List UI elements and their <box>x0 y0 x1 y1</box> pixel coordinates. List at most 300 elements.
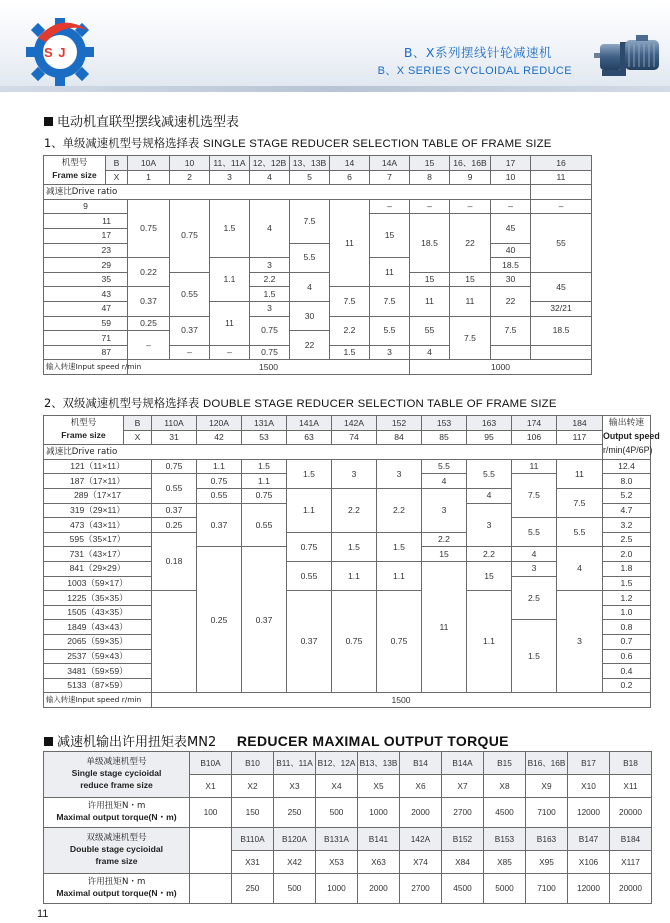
t3-sx-8: X8 <box>484 775 526 798</box>
frame-b-3: 11、11A <box>210 156 250 171</box>
cell-1c: 0.37 <box>128 287 170 316</box>
cell-9f: 7.5 <box>491 316 531 345</box>
c2-f3: 1.5 <box>377 532 422 561</box>
header-title-cn: B、X系列摆线针轮减速机 <box>403 45 552 60</box>
table2-caption <box>44 395 557 411</box>
speed2-1849: 0.8 <box>603 620 651 635</box>
frame2-b-4: 141A <box>287 416 332 431</box>
speed2-1505: 1.0 <box>603 605 651 620</box>
frame2-x-10: 117 <box>557 430 603 445</box>
ratio2-5133: 5133（87×59） <box>44 678 152 693</box>
speed2-1003: 1.5 <box>603 576 651 591</box>
drive-ratio-header: 减速比Drive ratio <box>44 185 531 200</box>
ratio2-2065: 2065（59×35） <box>44 634 152 649</box>
frame2-x-6: 84 <box>377 430 422 445</box>
cell-5d: 3 <box>250 301 290 316</box>
c2-d1: 1.5 <box>287 459 332 488</box>
c2-h4: 2.2 <box>467 547 512 562</box>
frame2-b-6: 152 <box>377 416 422 431</box>
t3-sb-9: B16、16B <box>526 752 568 775</box>
t3-sx-2: X2 <box>232 775 274 798</box>
ratio2-731: 731（43×17） <box>44 547 152 562</box>
cell-2a: 0.75 <box>170 199 210 272</box>
c2-e1: 3 <box>332 459 377 488</box>
cell-4b: 3 <box>250 258 290 273</box>
ratio-87: 87 <box>44 345 128 360</box>
speed2-289: 5.2 <box>603 488 651 503</box>
frame-size-header: 机型号 Frame size <box>44 156 106 185</box>
table1-caption <box>44 135 552 151</box>
c2-c3: 0.75 <box>242 488 287 503</box>
output-speed-header-2: 输出转速 Output speed r/min(4P/6P) <box>603 416 651 460</box>
speed2-731: 2.0 <box>603 547 651 562</box>
c2-a2: 0.55 <box>152 474 197 503</box>
c2-j4: 4 <box>557 547 603 591</box>
frame2-x-1: 31 <box>152 430 197 445</box>
section-title-text: 电动机直联型摆线减速机选型表 <box>57 115 240 130</box>
ratio-29: 29 <box>44 258 128 273</box>
t3-st-11: 20000 <box>610 798 652 828</box>
t3-dt-8: 7100 <box>526 874 568 904</box>
t3-sb-6: B14 <box>400 752 442 775</box>
drive-ratio-header-2: 减速比Drive ratio <box>44 445 603 460</box>
speed2-1225: 1.2 <box>603 591 651 606</box>
double-stage-label: 双级减速机型号 Double stage cycioidal frame size <box>44 828 190 874</box>
frame-x-3: 3 <box>210 170 250 185</box>
cell-9b: 22 <box>450 214 491 272</box>
t3-dx-8: X95 <box>526 851 568 874</box>
cell-5c: 4 <box>290 272 330 301</box>
frame-x-4: 4 <box>250 170 290 185</box>
c2-b4: 0.37 <box>197 503 242 547</box>
c2-g5: 15 <box>422 547 467 562</box>
t3-sx-6: X6 <box>400 775 442 798</box>
frame2-b-8: 163 <box>467 416 512 431</box>
ratio2-121: 121（11×11） <box>44 459 152 474</box>
c2-b5: 0.25 <box>197 547 242 693</box>
t3-sx-9: X9 <box>526 775 568 798</box>
c2-f5: 0.75 <box>377 591 422 693</box>
frame2-b-9: 174 <box>512 416 557 431</box>
speed2-319: 4.7 <box>603 503 651 518</box>
frame-x-10: 10 <box>491 170 531 185</box>
c2-a1: 0.75 <box>152 459 197 474</box>
ratio2-319: 319（29×11） <box>44 503 152 518</box>
ratio2-1849: 1849（43×43） <box>44 620 152 635</box>
t3-dt-empty <box>190 874 232 904</box>
cell-2c: 0.37 <box>170 316 210 345</box>
reducer-motor-image <box>592 34 664 80</box>
cell-4d: 1.5 <box>250 287 290 302</box>
section3-title-en: REDUCER MAXIMAL OUTPUT TORQUE <box>236 733 509 749</box>
frame2-b-7: 153 <box>422 416 467 431</box>
c2-g1: 5.5 <box>422 459 467 474</box>
ratio2-841: 841（29×29） <box>44 561 152 576</box>
cell-5b: 5.5 <box>290 243 330 272</box>
cell-10c: 40 <box>491 243 531 258</box>
c2-b1: 1.1 <box>197 459 242 474</box>
cell-9-87 <box>491 345 531 360</box>
cell-8c: 15 <box>410 272 450 287</box>
cell-9a: – <box>450 199 491 214</box>
t3-sx-11: X11 <box>610 775 652 798</box>
c2-i6: 2.5 <box>512 576 557 620</box>
t3-sx-4: X4 <box>316 775 358 798</box>
cell-11c: 45 <box>531 272 592 301</box>
c2-f2: 2.2 <box>377 488 422 532</box>
cell-7a: – <box>370 199 410 214</box>
c2-e5: 0.75 <box>332 591 377 693</box>
t3-sb-8: B15 <box>484 752 526 775</box>
t3-db-empty <box>190 828 232 874</box>
t3-sx-1: X1 <box>190 775 232 798</box>
section-title-torque <box>44 731 509 750</box>
t3-db-9: B147 <box>568 828 610 851</box>
cell-3d: – <box>210 345 250 360</box>
frame-size-header-2: 机型号 Frame size <box>44 416 124 445</box>
cell-11d: 30 <box>290 301 330 330</box>
c2-e2: 2.2 <box>332 488 377 532</box>
frame2-x-8: 95 <box>467 430 512 445</box>
single-stage-label: 单级减速机型号 Single stage cycioidal reduce frame size <box>44 752 190 798</box>
ratio2-289: 289（17×17 <box>44 488 152 503</box>
t3-sx-10: X10 <box>568 775 610 798</box>
c2-b2: 0.75 <box>197 474 242 489</box>
c2-h1: 5.5 <box>467 459 512 488</box>
c2-a4: 0.25 <box>152 518 197 533</box>
t3-db-2: B120A <box>274 828 316 851</box>
ratio-71: 71 <box>44 331 128 346</box>
t3-dx-2: X42 <box>274 851 316 874</box>
frame-b-11: 16 <box>531 156 592 171</box>
frame-b-9: 16、16B <box>450 156 491 171</box>
c2-d3: 0.75 <box>287 532 332 561</box>
t3-dt-10: 20000 <box>610 874 652 904</box>
cell-4e: 11 <box>210 301 250 345</box>
c2-j3: 5.5 <box>557 518 603 547</box>
single-torque-label: 许用扭矩N・m Maximal output torque(N・m) <box>44 798 190 828</box>
frame2-b-3: 131A <box>242 416 287 431</box>
x-series-label-2: X <box>124 430 152 445</box>
c2-c5: 0.37 <box>242 547 287 693</box>
header-title-en: B、X SERIES CYCLOIDAL REDUCE <box>377 65 572 77</box>
cell-7d: 7.5 <box>370 287 410 316</box>
frame-b-2: 10 <box>170 156 210 171</box>
ratio2-2537: 2537（59×43） <box>44 649 152 664</box>
t3-dx-9: X106 <box>568 851 610 874</box>
t3-dx-3: X53 <box>316 851 358 874</box>
cell-6e: 3 <box>370 345 410 360</box>
cell-9e: 11 <box>450 287 491 316</box>
cell-8a: – <box>410 199 450 214</box>
page-number: 11 <box>37 908 49 920</box>
ratio2-595: 595（35×17） <box>44 532 152 547</box>
cell-10e: 30 <box>491 272 531 287</box>
speed2-2537: 0.6 <box>603 649 651 664</box>
c2-a6 <box>152 591 197 693</box>
t3-sb-7: B14A <box>442 752 484 775</box>
ratio2-1003: 1003（59×17） <box>44 576 152 591</box>
cell-11a: – <box>531 199 592 214</box>
cell-7f: 4 <box>410 345 450 360</box>
t3-dt-3: 1000 <box>316 874 358 904</box>
cell-2d: – <box>170 345 210 360</box>
t3-dt-5: 2700 <box>400 874 442 904</box>
t3-st-8: 4500 <box>484 798 526 828</box>
single-stage-table <box>43 155 592 375</box>
t3-st-7: 2700 <box>442 798 484 828</box>
t3-st-4: 500 <box>316 798 358 828</box>
t3-st-9: 7100 <box>526 798 568 828</box>
cell-10b: 45 <box>491 214 531 243</box>
cell-7e: 55 <box>410 316 450 345</box>
c2-g2: 4 <box>422 474 467 489</box>
t3-sb-1: B10A <box>190 752 232 775</box>
logo-text: S J <box>44 45 67 60</box>
cell-1a: 0.75 <box>128 199 170 257</box>
cell-6c: 5.5 <box>370 316 410 345</box>
c2-g6: 11 <box>422 561 467 692</box>
ratio-11: 11 <box>44 214 128 229</box>
c2-d4: 0.55 <box>287 561 332 590</box>
frame2-b-1: 110A <box>152 416 197 431</box>
c2-i5: 3 <box>512 561 557 576</box>
t3-sb-4: B12、12A <box>316 752 358 775</box>
c2-d2: 1.1 <box>287 488 332 532</box>
cell-4f: 0.75 <box>250 345 290 360</box>
table1-caption-en: SINGLE STAGE REDUCER SELECTION TABLE OF FRAME SIZE <box>202 138 552 150</box>
speed-47: 32/21 <box>531 301 592 316</box>
c2-i3: 5.5 <box>512 518 557 547</box>
speed2-473: 3.2 <box>603 518 651 533</box>
input-speed-1000: 1000 <box>410 360 592 375</box>
ratio2-3481: 3481（59×59） <box>44 664 152 679</box>
t3-sb-10: B17 <box>568 752 610 775</box>
frame2-b-5: 142A <box>332 416 377 431</box>
c2-j1: 11 <box>557 459 603 488</box>
input-speed-label: 输入转速Input speed r/min <box>44 360 128 375</box>
c2-h5: 15 <box>467 561 512 590</box>
cell-4c: 2.2 <box>250 272 290 287</box>
input-speed-1500: 1500 <box>128 360 410 375</box>
c2-i4: 4 <box>512 547 557 562</box>
c2-a5: 0.18 <box>152 532 197 590</box>
input-speed-label-2: 输入转速Input speed r/min <box>44 693 152 708</box>
cell-1d: 0.25 <box>128 316 170 331</box>
t3-sx-3: X3 <box>274 775 316 798</box>
cell-6b: 7.5 <box>330 287 370 316</box>
t3-dt-9: 12000 <box>568 874 610 904</box>
t3-dx-1: X31 <box>232 851 274 874</box>
t3-dx-7: X85 <box>484 851 526 874</box>
ratio-43: 43 <box>44 287 128 302</box>
cell-7c: 11 <box>370 258 410 287</box>
frame-x-2: 2 <box>170 170 210 185</box>
c2-e4: 1.1 <box>332 561 377 590</box>
c2-i1: 11 <box>512 459 557 474</box>
cell-9c: 18.5 <box>491 258 531 273</box>
double-torque-label: 许用扭矩N・m Maximal output torque(N・m) <box>44 874 190 904</box>
ratio-17: 17 <box>44 228 128 243</box>
cell-1e: – <box>128 331 170 360</box>
cell-5f: 1.5 <box>330 345 370 360</box>
t3-sb-11: B18 <box>610 752 652 775</box>
frame-b-10: 17 <box>491 156 531 171</box>
ratio-35: 35 <box>44 272 128 287</box>
cell-10g: 18.5 <box>531 316 592 345</box>
frame-x-8: 8 <box>410 170 450 185</box>
frame-x-9: 9 <box>450 170 491 185</box>
cell-4a: 4 <box>250 199 290 257</box>
t3-dx-6: X84 <box>442 851 484 874</box>
c2-g4: 2.2 <box>422 532 467 547</box>
t3-sx-5: X5 <box>358 775 400 798</box>
cell-3a: 1.5 <box>210 199 250 257</box>
t3-db-6: B152 <box>442 828 484 851</box>
c2-a3: 0.37 <box>152 503 197 518</box>
frame2-x-3: 53 <box>242 430 287 445</box>
t3-dt-4: 2000 <box>358 874 400 904</box>
frame-b-1: 10A <box>128 156 170 171</box>
t3-db-4: B141 <box>358 828 400 851</box>
t3-st-1: 100 <box>190 798 232 828</box>
c2-h2: 4 <box>467 488 512 503</box>
table1-caption-cn: 1、单级减速机型号规格选择表 <box>44 136 200 150</box>
cell-8d: 11 <box>410 287 450 316</box>
speed2-187: 8.0 <box>603 474 651 489</box>
section-bullet-2 <box>44 737 53 746</box>
frame2-b-10: 184 <box>557 416 603 431</box>
t3-dx-4: X63 <box>358 851 400 874</box>
cell-1b: 0.22 <box>128 258 170 287</box>
c2-c1: 1.5 <box>242 459 287 474</box>
t3-st-3: 250 <box>274 798 316 828</box>
c2-i7: 1.5 <box>512 620 557 693</box>
speed2-2065: 0.7 <box>603 634 651 649</box>
t3-st-5: 1000 <box>358 798 400 828</box>
c2-f1: 3 <box>377 459 422 488</box>
ratio2-473: 473（43×11） <box>44 518 152 533</box>
t3-st-2: 150 <box>232 798 274 828</box>
section-bullet <box>44 117 53 126</box>
t3-dx-5: X74 <box>400 851 442 874</box>
cell-5a: 7.5 <box>290 199 330 243</box>
t3-dt-1: 250 <box>232 874 274 904</box>
frame2-x-5: 74 <box>332 430 377 445</box>
b-series-label: B <box>106 156 128 171</box>
frame2-b-2: 120A <box>197 416 242 431</box>
cell-6a: 11 <box>330 199 370 287</box>
double-stage-table <box>43 415 660 708</box>
c2-g3: 3 <box>422 488 467 532</box>
cell-9d: 15 <box>450 272 491 287</box>
table2-caption-en: DOUBLE STAGE REDUCER SELECTION TABLE OF FRAME SIZE <box>202 398 557 410</box>
ratio2-1225: 1225（35×35） <box>44 591 152 606</box>
input-speed-2: 1500 <box>152 693 651 708</box>
speed2-3481: 0.4 <box>603 664 651 679</box>
t3-db-7: B153 <box>484 828 526 851</box>
c2-h3: 3 <box>467 503 512 547</box>
frame-x-7: 7 <box>370 170 410 185</box>
t3-st-10: 12000 <box>568 798 610 828</box>
speed2-121: 12.4 <box>603 459 651 474</box>
x-series-label: X <box>106 170 128 185</box>
frame2-x-2: 42 <box>197 430 242 445</box>
cell-11b: 55 <box>531 214 592 272</box>
frame-b-6: 14 <box>330 156 370 171</box>
t3-dx-10: X117 <box>610 851 652 874</box>
t3-sb-2: B10 <box>232 752 274 775</box>
t3-dt-7: 5000 <box>484 874 526 904</box>
cell-3b: 1.1 <box>210 258 250 302</box>
ratio-23: 23 <box>44 243 128 258</box>
t3-sx-7: X7 <box>442 775 484 798</box>
section3-title-cn: 减速机输出许用扭矩表MN2 <box>57 735 217 750</box>
frame-b-8: 15 <box>410 156 450 171</box>
c2-c4: 0.55 <box>242 503 287 547</box>
c2-h6: 1.1 <box>467 591 512 693</box>
t3-sb-3: B11、11A <box>274 752 316 775</box>
ratio2-1505: 1505（43×35） <box>44 605 152 620</box>
frame-x-11: 11 <box>531 170 592 185</box>
t3-st-6: 2000 <box>400 798 442 828</box>
cell-10-87 <box>531 345 592 360</box>
c2-c2: 1.1 <box>242 474 287 489</box>
cell-5e: 2.2 <box>330 316 370 345</box>
ratio2-187: 187（17×11） <box>44 474 152 489</box>
c2-f4: 1.1 <box>377 561 422 590</box>
t3-db-3: B131A <box>316 828 358 851</box>
frame2-x-9: 106 <box>512 430 557 445</box>
c2-b3: 0.55 <box>197 488 242 503</box>
b-series-label-2: B <box>124 416 152 431</box>
t3-db-8: B163 <box>526 828 568 851</box>
c2-j2: 7.5 <box>557 488 603 517</box>
ratio-9: 9 <box>44 199 128 214</box>
c2-i2: 7.5 <box>512 474 557 518</box>
cell-11e: 22 <box>290 331 330 360</box>
t3-db-5: 142A <box>400 828 442 851</box>
c2-d5: 0.37 <box>287 591 332 693</box>
torque-table <box>43 751 652 904</box>
frame-b-5: 13、13B <box>290 156 330 171</box>
speed2-841: 1.8 <box>603 561 651 576</box>
t3-db-1: B110A <box>232 828 274 851</box>
cell-8e: 7.5 <box>450 316 491 360</box>
section-title-selection <box>44 111 239 130</box>
cell-10f: 22 <box>491 287 531 316</box>
cell-2b: 0.55 <box>170 272 210 316</box>
table2-caption-cn: 2、双级减速机型号规格选择表 <box>44 396 200 410</box>
cell-8b: 18.5 <box>410 214 450 272</box>
cell-3c: 0.75 <box>250 316 290 345</box>
c2-j5: 3 <box>557 591 603 693</box>
ratio-47: 47 <box>44 301 128 316</box>
cell-10a: – <box>491 199 531 214</box>
frame-b-4: 12、12B <box>250 156 290 171</box>
frame-b-7: 14A <box>370 156 410 171</box>
frame2-x-7: 85 <box>422 430 467 445</box>
cell-7b: 15 <box>370 214 410 258</box>
frame-x-1: 1 <box>128 170 170 185</box>
speed2-5133: 0.2 <box>603 678 651 693</box>
t3-sb-5: B13、13B <box>358 752 400 775</box>
ratio-59: 59 <box>44 316 128 331</box>
t3-db-10: B184 <box>610 828 652 851</box>
t3-dt-6: 4500 <box>442 874 484 904</box>
frame-x-5: 5 <box>290 170 330 185</box>
c2-e3: 1.5 <box>332 532 377 561</box>
